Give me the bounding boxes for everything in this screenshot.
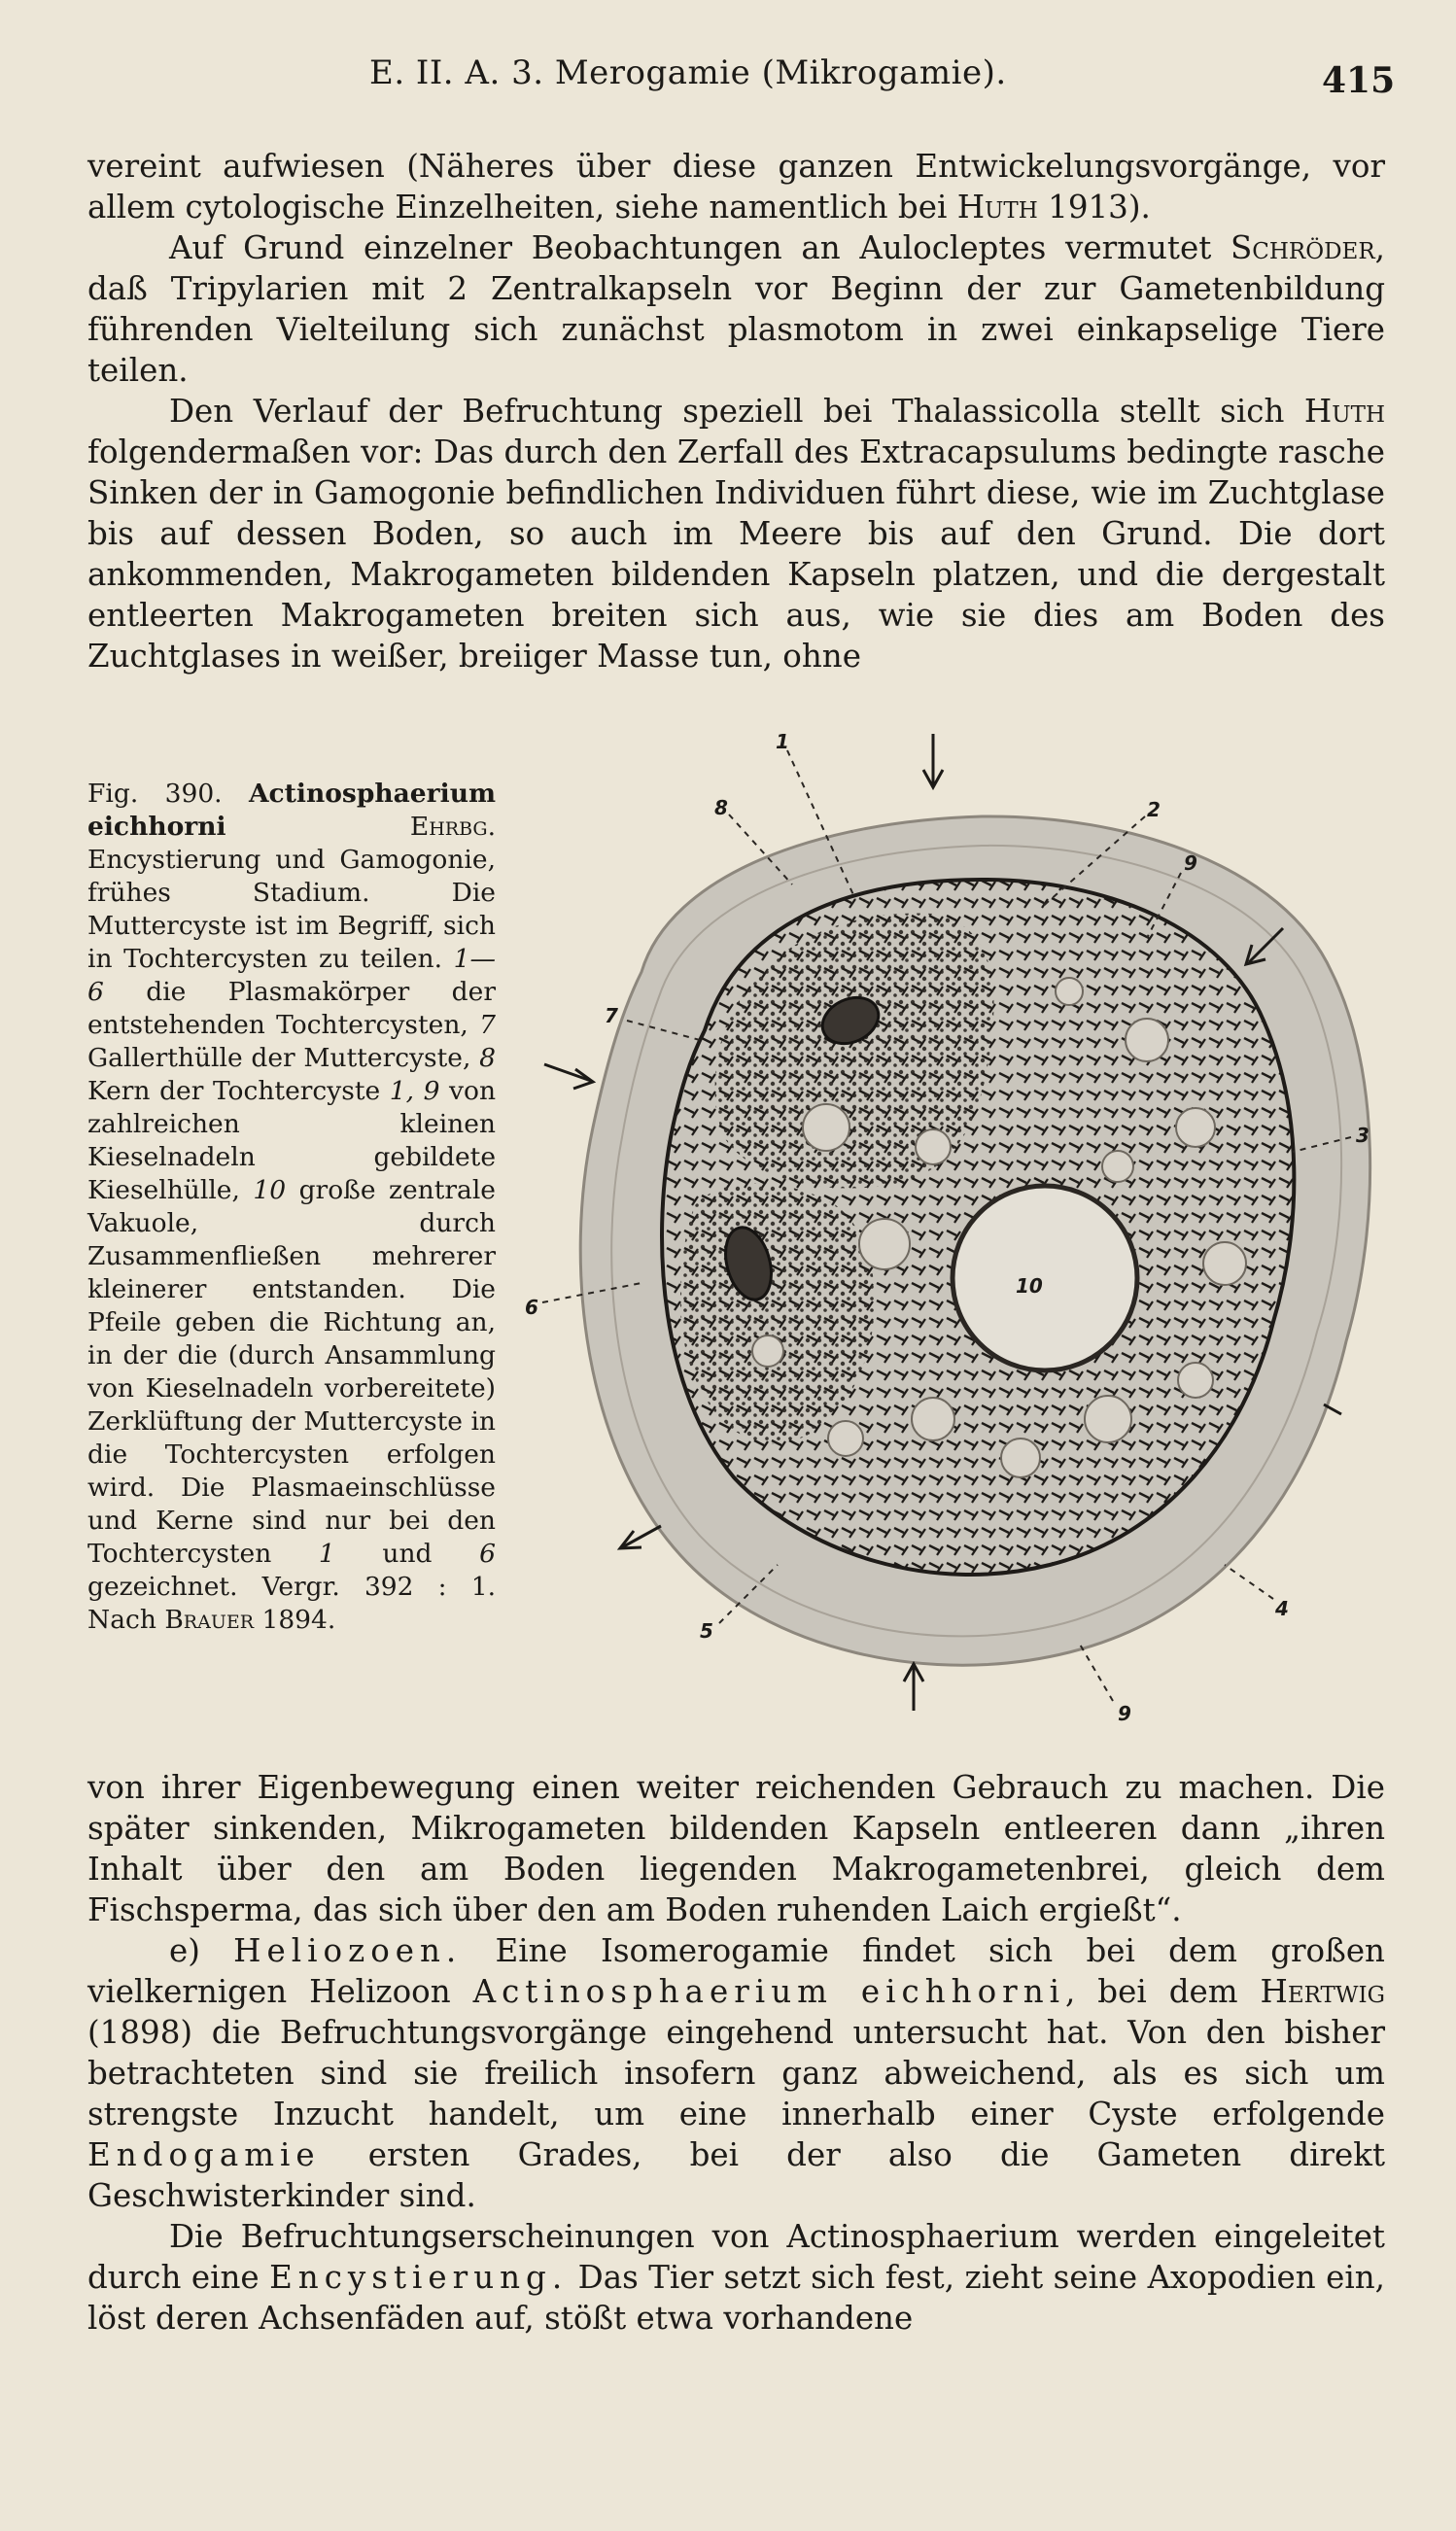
label-6: 6	[525, 1296, 538, 1319]
paragraph: von ihrer Eigenbewegung einen weiter reichenden Gebrauch zu machen. Die später sinkenden, Mikrogameten bildenden Kapseln entleeren dann „ihren Inhalt über den am Boden liegenden Makrogametenbrei, gleich dem Fischsperma, das sich über den am Boden ruhenden Laich ergießt“.	[87, 1769, 1385, 1928]
label-9-top: 9	[1184, 851, 1197, 875]
paragraph: e) Heliozoen. Eine Isomerogamie findet sich bei dem großen vielkernigen Helizoon Actinosphaerium eichhorni, bei dem Hertwig (1898) die Befruchtungsvorgänge eingehend untersucht hat. Von den bisher betrachteten sind sie freilich insofern ganz abweichend, als es sich um strengste Inzucht handelt, um eine innerhalb einer Cyste erfolgende Endogamie ersten Grades, bei der also die Gameten direkt Geschwisterkinder sind.	[87, 1932, 1385, 2214]
page-number: 415	[1322, 60, 1396, 101]
central-vacuole	[953, 1186, 1137, 1370]
author-name: Huth	[956, 189, 1038, 225]
cyst-illustration	[525, 719, 1409, 1730]
source-author: Brauer	[164, 1605, 255, 1635]
label-4: 4	[1275, 1597, 1289, 1620]
figure-actinosphaerium-cyst	[525, 719, 1409, 1730]
label-1: 1	[776, 730, 789, 753]
species-author: Ehrbg.	[409, 812, 496, 842]
label-2: 2	[1147, 798, 1161, 821]
paragraph: Die Befruchtungserscheinungen von Actinosphaerium werden eingeleitet durch eine Encystierung. Das Tier setzt sich fest, zieht seine Axopodien ein, löst deren Achsenfäden auf, stößt etwa vorhandene	[87, 2218, 1386, 2337]
label-10: 10	[1016, 1274, 1043, 1298]
paragraph: Auf Grund einzelner Beobachtungen an Aulocleptes vermutet Schröder, daß Tripylarien mit 2 Zentralkapseln vor Beginn der zur Gametenbildung führenden Vielteilung sich zunächst plasmotom in zwei einkapselige Tiere teilen.	[87, 229, 1385, 389]
author-name: Schröder	[1231, 229, 1375, 266]
label-5: 5	[700, 1619, 713, 1643]
paragraph: vereint aufwiesen (Näheres über diese ganzen Entwickelungsvorgänge, vor allem cytologische Einzelheiten, siehe namentlich bei Huth 1913).	[87, 148, 1385, 225]
label-3: 3	[1356, 1124, 1369, 1147]
bottom-text-block	[87, 1767, 1385, 2339]
paragraph: Den Verlauf der Befruchtung speziell bei Thalassicolla stellt sich Huth folgendermaßen vor: Das durch den Zerfall des Extracapsulums bedingte rasche Sinken der in Gamogonie befindlichen Individuen führt diese, wie im Zuchtglase bis auf dessen Boden, so auch im Meere bis auf den Grund. Die dort ankommenden, Makrogameten bildenden Kapseln platzen, und die dergestalt entleerten Makrogameten breiten sich aus, wie sie dies am Boden des Zuchtglases in weißer, breiiger Masse tun, ohne	[87, 393, 1385, 675]
author-name: Huth	[1303, 393, 1385, 430]
figure-caption: Fig. 390. Actinosphaerium eichhorni Ehrbg. Encystierung und Gamogonie, frühes Stadium. Die Muttercyste ist im Begriff, sich in Tochtercysten zu teilen. 1—6 die Plasmakörper der entstehenden Tochtercysten, 7 Gallerthülle der Muttercyste, 8 Kern der Tochtercyste 1, 9 von zahlreichen kleinen Kieselnadeln gebildete Kieselhülle, 10 große zentrale Vakuole, durch Zusammenfließen mehrerer kleinerer entstanden. Die Pfeile geben die Richtung an, in der die (durch Ansammlung von Kieselnadeln vorbereitete) Zerklüftung der Muttercyste in die Tochtercysten erfolgen wird. Die Plasmaeinschlüsse und Kerne sind nur bei den Tochtercysten 1 und 6 gezeichnet. Vergr. 392 : 1. Nach Brauer 1894.	[87, 779, 497, 1635]
species-name: Actinosphaerium eichhorni	[87, 779, 496, 842]
top-text-block	[87, 146, 1385, 676]
label-7: 7	[605, 1004, 618, 1027]
running-title: E. II. A. 3. Merogamie (Mikrogamie).	[369, 53, 1007, 92]
author-name: Hertwig	[1260, 1973, 1385, 2010]
label-9-bottom: 9	[1118, 1702, 1131, 1725]
label-8: 8	[714, 796, 728, 819]
figure-number: Fig. 390.	[87, 779, 223, 809]
